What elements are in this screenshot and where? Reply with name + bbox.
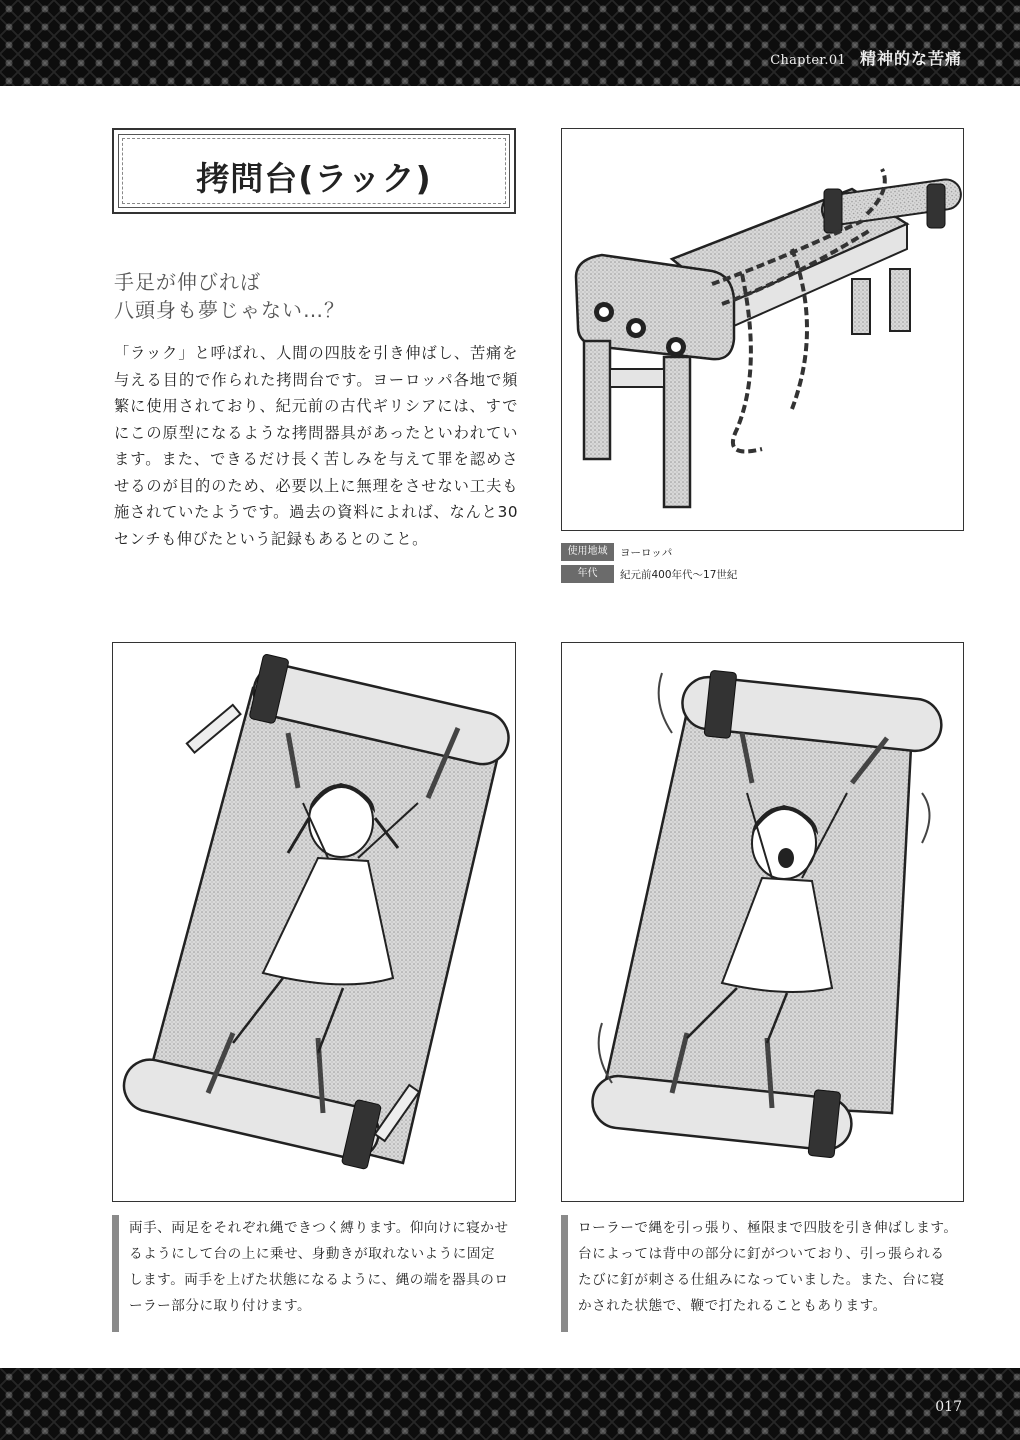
bound-figure-illustration: [112, 642, 516, 1202]
chapter-title: 精神的な苦痛: [859, 49, 962, 68]
bound-figure-drawing: [113, 643, 515, 1201]
rack-drawing: [562, 129, 963, 530]
subtitle-line-1: 手足が伸びれば: [114, 270, 261, 294]
era-value: 紀元前400年代〜17世紀: [620, 568, 738, 581]
era-label: 年代: [561, 565, 614, 583]
stretched-figure-illustration: [561, 642, 964, 1202]
stretched-figure-drawing: [562, 643, 963, 1201]
page-number: 017: [935, 1399, 962, 1415]
subtitle: [114, 268, 345, 324]
header-band: [0, 0, 1020, 86]
footer-band: [0, 1368, 1020, 1440]
caption-left: 両手、両足をそれぞれ縄できつく縛ります。仰向けに寝かせるようにして台の上に乗せ、身動きが取れないように固定します。両手を上げた状態になるように、縄の端を器具のローラー部分に取り付けます。: [112, 1215, 509, 1332]
rack-illustration: [561, 128, 964, 531]
region-value: ヨーロッパ: [620, 546, 673, 559]
chapter-heading: [770, 46, 962, 69]
region-label: 使用地域: [561, 543, 614, 561]
info-row-era: [561, 565, 737, 583]
subtitle-line-2: 八頭身も夢じゃない…？: [114, 298, 345, 322]
body-paragraph: 「ラック」と呼ばれ、人間の四肢を引き伸ばし、苦痛を与える目的で作られた拷問台です。ヨーロッパ各地で頻繁に使用されており、紀元前の古代ギリシアには、すでにこの原型になるような拷問器具があったといわれています。また、できるだけ長く苦しみを与えて罪を認めさせるのが目的のため、必要以上に無理をさせない工夫も施されていたようです。過去の資料によれば、なんと30センチも伸びたという記録もあるとのこと。: [114, 344, 518, 548]
page-title: 拷問台(ラック): [196, 159, 432, 198]
caption-right: ローラーで縄を引っ張り、極限まで四肢を引き伸ばします。台によっては背中の部分に釘がついており、引っ張られるたびに釘が刺さる仕組みになっていました。また、台に寝かされた状態で、鞭で打たれることもあります。: [561, 1215, 958, 1332]
chapter-number: Chapter.01: [770, 53, 846, 68]
title-box: [112, 128, 516, 214]
info-row-region: [561, 543, 672, 561]
